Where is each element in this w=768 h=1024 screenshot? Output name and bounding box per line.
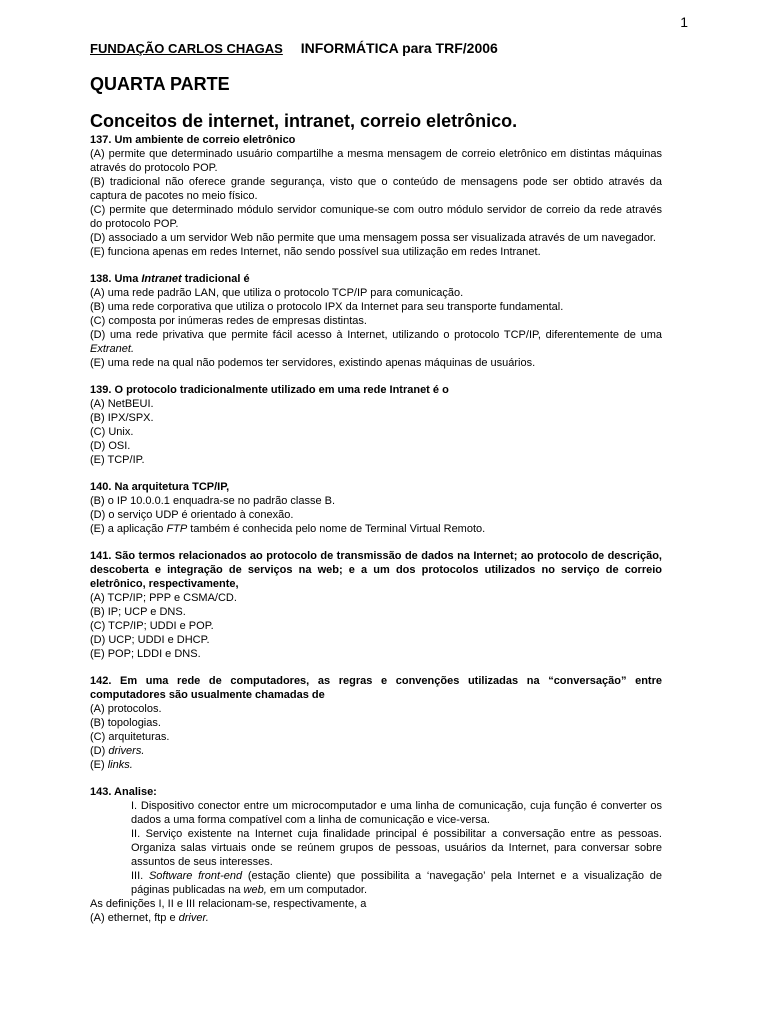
section-title: Conceitos de internet, intranet, correio eletrônico. <box>90 111 518 131</box>
part-title: QUARTA PARTE <box>90 74 230 94</box>
option-c: (C) composta por inúmeras redes de empresas distintas. <box>90 315 367 327</box>
question-140 <box>90 480 662 536</box>
option-a: (A) TCP/IP; PPP e CSMA/CD. <box>90 592 237 604</box>
option-b: (B) topologias. <box>90 717 161 729</box>
option-e: (E) links. <box>90 759 133 771</box>
option-d: (D) associado a um servidor Web não permite que uma mensagem possa ser visualizada através de um navegador. <box>90 232 656 244</box>
option-c: (C) permite que determinado módulo servidor comunique-se com outro módulo servidor de correio da rede através do protocolo POP. <box>90 204 662 230</box>
option-e: (E) TCP/IP. <box>90 454 145 466</box>
question-title: 137. Um ambiente de correio eletrônico <box>90 134 296 146</box>
question-title: 138. Uma Intranet tradicional é <box>90 273 250 285</box>
option-d: (D) o serviço UDP é orientado à conexão. <box>90 509 294 521</box>
organization-name: FUNDAÇÃO CARLOS CHAGAS <box>90 41 283 56</box>
option-c: (C) Unix. <box>90 426 134 438</box>
option-b: (B) o IP 10.0.0.1 enquadra-se no padrão classe B. <box>90 495 336 507</box>
option-a: (A) permite que determinado usuário compartilhe a mesma mensagem de correio eletrônico em distintas máquinas através do protocolo POP. <box>90 148 662 174</box>
option-c: (C) arquiteturas. <box>90 731 170 743</box>
question-title: 143. Analise: <box>90 786 157 798</box>
option-d: (D) OSI. <box>90 440 131 452</box>
question-141 <box>90 549 662 661</box>
question-title: 142. Em uma rede de computadores, as regras e convenções utilizadas na “conversação” entre computadores são usualmente chamadas de <box>90 675 662 701</box>
question-statement: As definições I, II e III relacionam-se, respectivamente, a <box>90 898 367 910</box>
question-142 <box>90 674 662 772</box>
question-137 <box>90 133 662 259</box>
question-139 <box>90 383 662 467</box>
definition-i: I. Dispositivo conector entre um microcomputador e uma linha de comunicação, cuja função é converter os dados a uma forma compatível com a linha de comunicação e vice-versa. <box>131 800 662 826</box>
question-138 <box>90 272 662 370</box>
option-b: (B) IPX/SPX. <box>90 412 154 424</box>
page-number: 1 <box>680 14 688 30</box>
option-e: (E) uma rede na qual não podemos ter servidores, existindo apenas máquinas de usuários. <box>90 357 536 369</box>
course-title: INFORMÁTICA para TRF/2006 <box>300 40 498 56</box>
option-a: (A) protocolos. <box>90 703 162 715</box>
option-b: (B) tradicional não oferece grande segurança, visto que o conteúdo de mensagens pode ser obtido através da captura de pacotes no meio físico. <box>90 176 662 202</box>
definition-ii: II. Serviço existente na Internet cuja finalidade principal é possibilitar a conversação entre as pessoas. Organiza salas virtuais onde se reúnem grupos de pessoas, usuários da Internet, para conversar sobre assuntos de seus interesses. <box>131 828 662 868</box>
question-title: 140. Na arquitetura TCP/IP, <box>90 481 230 493</box>
page-header <box>90 40 662 56</box>
option-d: (D) uma rede privativa que permite fácil acesso à Internet, utilizando o protocolo TCP/IP, diferentemente de uma Extranet. <box>90 329 662 355</box>
question-title: 141. São termos relacionados ao protocolo de transmissão de dados na Internet; ao protocolo de descrição, descoberta e integração de serviços na web; e a um dos protocolos utilizados no serviço de correio eletrônico, respectivamente, <box>90 550 662 590</box>
definition-iii: III. Software front-end (estação cliente) que possibilita a ‘navegação’ pela Internet e a visualização de páginas publicadas na web, em um computador. <box>131 870 663 896</box>
option-a: (A) uma rede padrão LAN, que utiliza o protocolo TCP/IP para comunicação. <box>90 287 464 299</box>
document-body <box>90 40 662 925</box>
option-d: (D) UCP; UDDI e DHCP. <box>90 634 210 646</box>
option-c: (C) TCP/IP; UDDI e POP. <box>90 620 214 632</box>
option-e: (E) a aplicação FTP também é conhecida pelo nome de Terminal Virtual Remoto. <box>90 523 486 535</box>
question-title: 139. O protocolo tradicionalmente utilizado em uma rede Intranet é o <box>90 384 449 396</box>
option-a: (A) ethernet, ftp e driver. <box>90 912 209 924</box>
option-b: (B) uma rede corporativa que utiliza o protocolo IPX da Internet para seu transporte fundamental. <box>90 301 564 313</box>
option-e: (E) funciona apenas em redes Internet, não sendo possível sua utilização em redes Intranet. <box>90 246 541 258</box>
option-b: (B) IP; UCP e DNS. <box>90 606 186 618</box>
question-143 <box>90 785 662 925</box>
option-e: (E) POP; LDDI e DNS. <box>90 648 201 660</box>
option-d: (D) drivers. <box>90 745 145 757</box>
option-a: (A) NetBEUI. <box>90 398 154 410</box>
